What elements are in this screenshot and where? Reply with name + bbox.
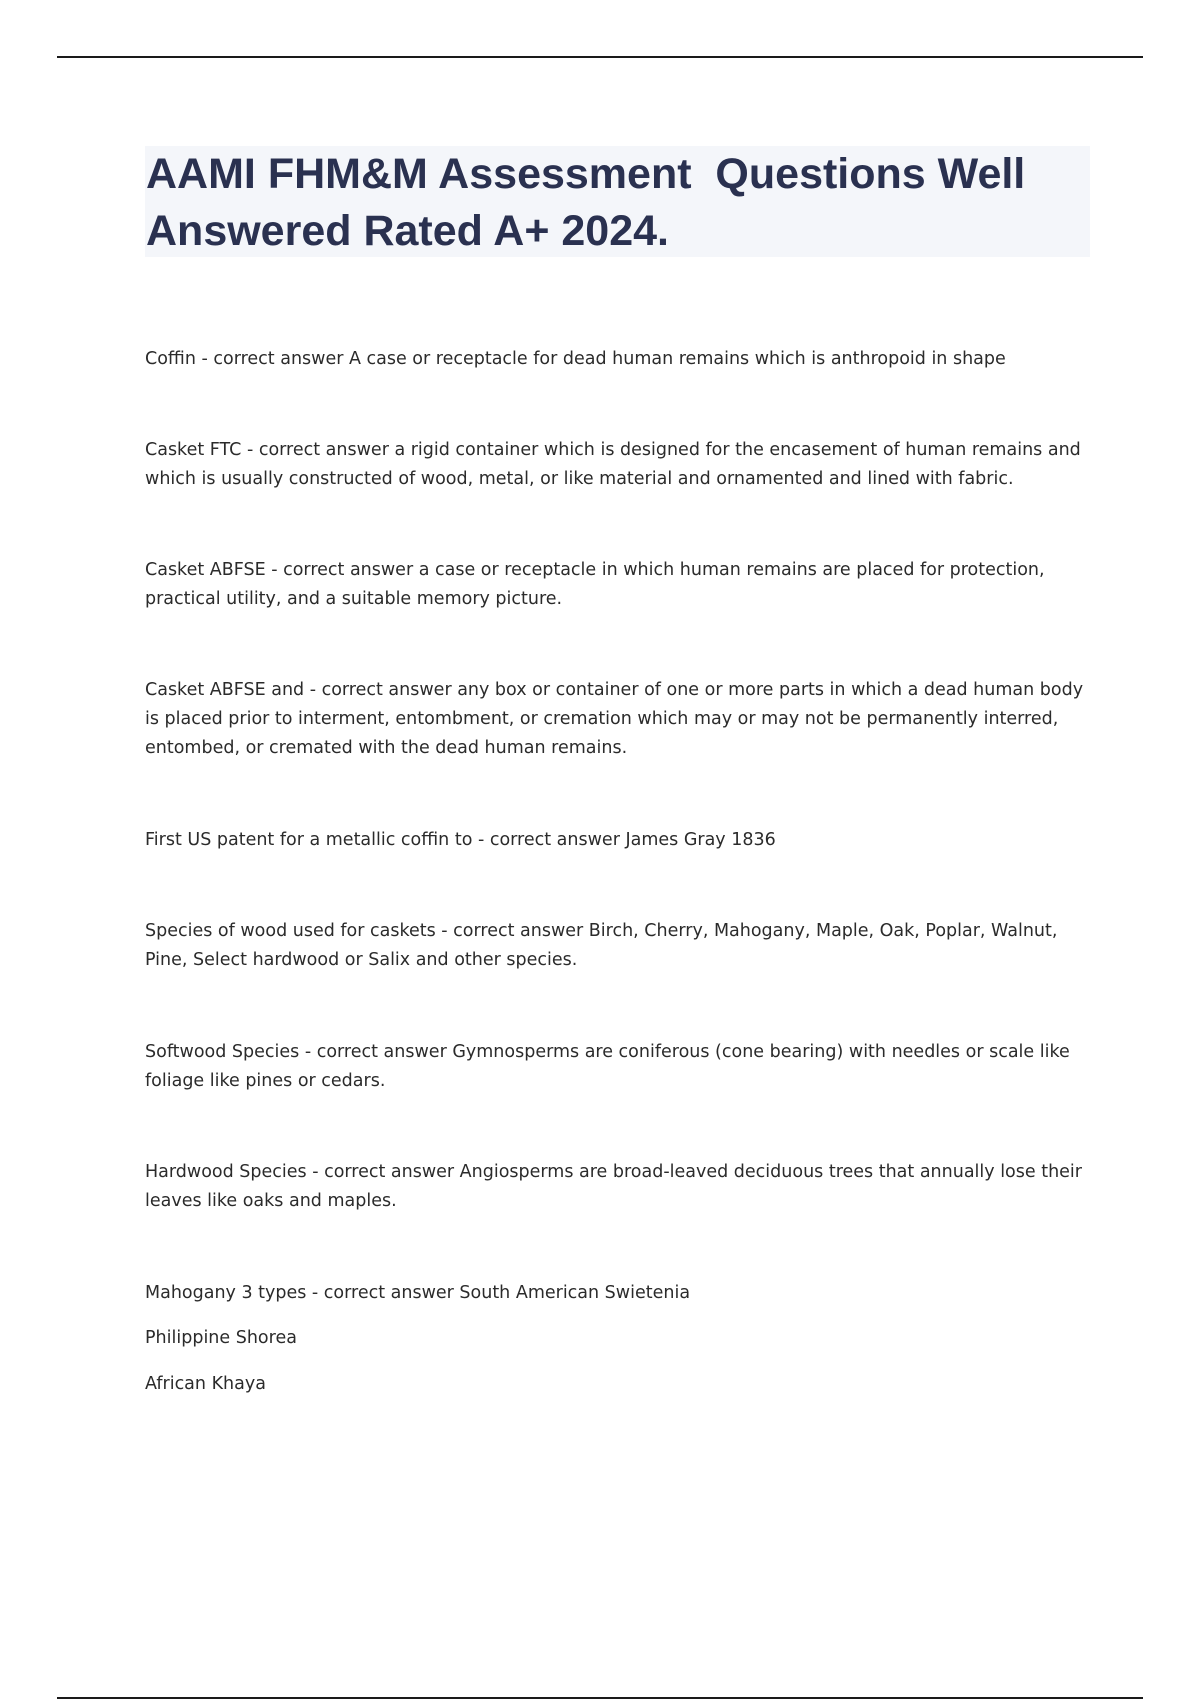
entry-coffin: Coffin - correct answer A case or receptacle for dead human remains which is anthropoid in shape [145, 349, 1006, 369]
top-rule [57, 56, 1143, 58]
bottom-rule [57, 1697, 1143, 1699]
entry-hardwood: Hardwood Species - correct answer Angiosperms are broad-leaved deciduous trees that annually lose their leaves like oaks and maples. [145, 1162, 1082, 1211]
entry-wood-species: Species of wood used for caskets - correct answer Birch, Cherry, Mahogany, Maple, Oak, Poplar, Walnut, Pine, Select hardwood or Salix and other species. [145, 921, 1058, 970]
document-title: AAMI FHM&M Assessment Questions Well Answered Rated A+ 2024. [146, 150, 1036, 255]
entry-casket-ftc: Casket FTC - correct answer a rigid container which is designed for the encasement of human remains and which is usually constructed of wood, metal, or like material and ornamented and lined with fabric. [145, 440, 1081, 489]
entry-casket-abfse: Casket ABFSE - correct answer a case or receptacle in which human remains are placed for protection, practical utility, and a suitable memory picture. [145, 560, 1045, 609]
entry-philippine-shorea: Philippine Shorea [145, 1328, 297, 1348]
entry-mahogany-types: Mahogany 3 types - correct answer South American Swietenia [145, 1283, 691, 1303]
entry-african-khaya: African Khaya [145, 1374, 266, 1394]
entry-first-patent: First US patent for a metallic coffin to - correct answer James Gray 1836 [145, 830, 776, 850]
entry-softwood: Softwood Species - correct answer Gymnosperms are coniferous (cone bearing) with needles or scale like foliage like pines or cedars. [145, 1042, 1070, 1091]
entry-casket-abfse-and: Casket ABFSE and - correct answer any box or container of one or more parts in which a dead human body is placed prior to interment, entombment, or cremation which may or may not be permanently interred, entombed, or cremated with the dead human remains. [145, 680, 1084, 758]
